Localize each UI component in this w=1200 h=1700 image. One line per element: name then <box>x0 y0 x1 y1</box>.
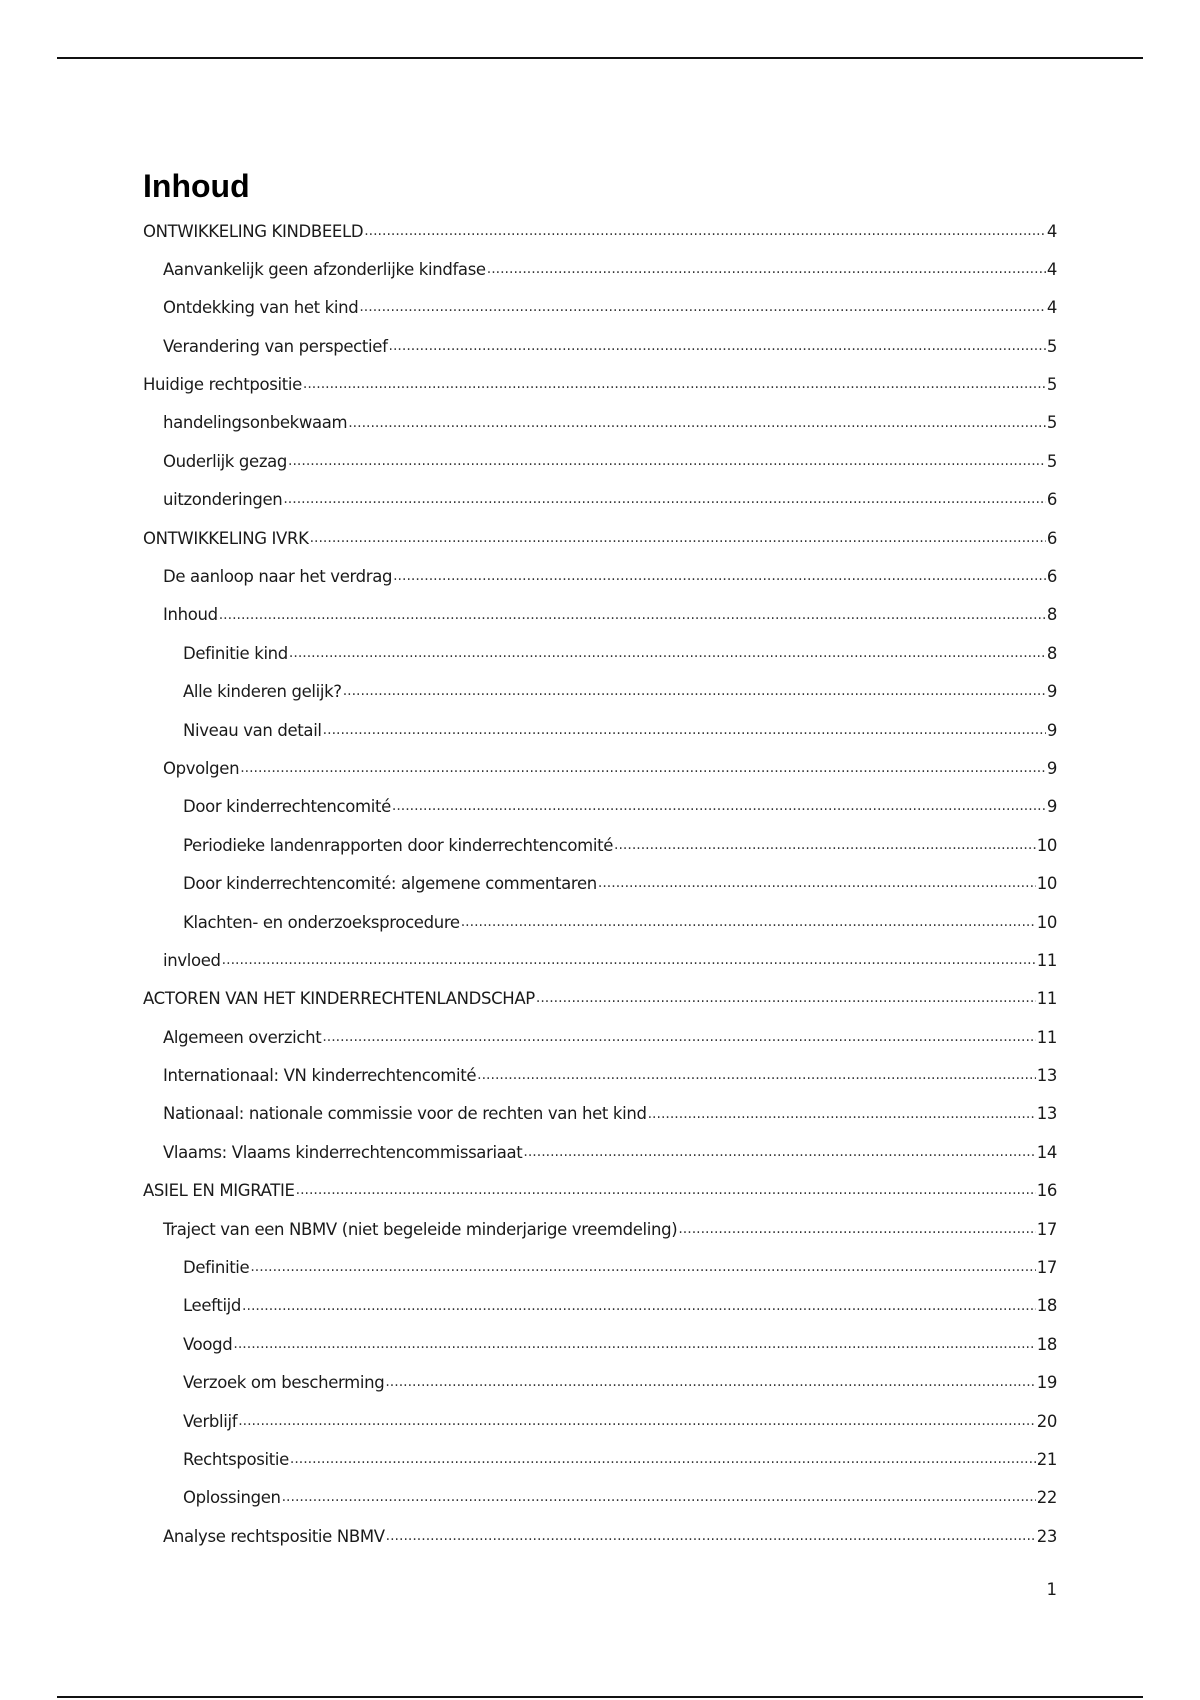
toc-dot-leader <box>536 988 1036 1005</box>
toc-entry-page-number: 5 <box>1046 375 1057 395</box>
toc-entry-title: invloed <box>163 950 221 970</box>
toc-entry-title: Huidige rechtpositie <box>143 375 302 395</box>
toc-dot-leader <box>364 220 1046 237</box>
toc-entry[interactable] <box>143 1410 1057 1448</box>
toc-entry-title: Inhoud <box>163 605 218 625</box>
toc-entry-title: Algemeen overzicht <box>163 1027 322 1047</box>
toc-entry-page-number: 10 <box>1036 874 1057 894</box>
toc-entry-title: Voogd <box>183 1334 233 1354</box>
toc-entry-title: De aanloop naar het verdrag <box>163 567 393 587</box>
toc-entry-title: Periodieke landenrapporten door kinderrechtencomité <box>183 835 614 855</box>
page-number: 1 <box>1046 1580 1057 1599</box>
toc-entry-title: Aanvankelijk geen afzonderlijke kindfase <box>163 259 486 279</box>
toc-entry-title: Ouderlijk gezag <box>163 451 288 471</box>
toc-entry-page-number: 21 <box>1036 1450 1057 1469</box>
toc-entry[interactable] <box>143 1103 1057 1141</box>
toc-dot-leader <box>322 1026 1035 1043</box>
toc-entry[interactable] <box>143 489 1057 527</box>
toc-entry-page-number: 17 <box>1036 1219 1057 1239</box>
toc-entry[interactable] <box>143 297 1057 335</box>
toc-entry[interactable] <box>143 1180 1057 1218</box>
toc-entry[interactable] <box>143 911 1057 949</box>
toc-dot-leader <box>250 1257 1035 1274</box>
toc-entry-page-number: 6 <box>1046 528 1057 548</box>
toc-entry-title: Definitie kind <box>183 643 288 663</box>
toc-entry-page-number: 14 <box>1036 1142 1057 1162</box>
toc-dot-leader <box>598 873 1036 890</box>
toc-entry-page-number: 10 <box>1036 912 1057 932</box>
toc-entry[interactable] <box>143 757 1057 795</box>
toc-entry-title: Nationaal: nationale commissie voor de rechten van het kind <box>163 1104 647 1124</box>
toc-dot-leader <box>648 1103 1036 1120</box>
toc-entry-page-number: 19 <box>1036 1373 1057 1393</box>
toc-entry-page-number: 13 <box>1036 1104 1057 1124</box>
toc-dot-leader <box>523 1141 1035 1158</box>
toc-entry[interactable] <box>143 834 1057 872</box>
toc-entry[interactable] <box>143 1257 1057 1295</box>
toc-entry[interactable] <box>143 566 1057 604</box>
toc-dot-leader <box>385 1372 1035 1389</box>
toc-entry[interactable] <box>143 450 1057 488</box>
toc-dot-leader <box>290 1449 1036 1466</box>
toc-entry-page-number: 23 <box>1036 1526 1057 1546</box>
toc-entry-page-number: 9 <box>1046 682 1057 702</box>
toc-entry-title: Verblijf <box>183 1411 238 1431</box>
toc-entry[interactable] <box>143 1026 1057 1064</box>
toc-dot-leader <box>282 1487 1036 1504</box>
toc-entry-title: Door kinderrechtencomité: algemene commentaren <box>183 874 597 894</box>
toc-entry-page-number: 4 <box>1046 259 1057 279</box>
footer-rule <box>57 1696 1143 1698</box>
toc-entry-page-number: 9 <box>1046 720 1057 740</box>
toc-entry[interactable] <box>143 988 1057 1026</box>
toc-entry-title: Alle kinderen gelijk? <box>183 682 342 702</box>
toc-dot-leader <box>323 719 1046 736</box>
toc-entry-page-number: 20 <box>1036 1411 1057 1431</box>
toc-dot-leader <box>288 450 1046 467</box>
toc-dot-leader <box>219 604 1046 621</box>
toc-entry-page-number: 6 <box>1046 490 1057 510</box>
toc-entry-page-number: 11 <box>1036 1027 1057 1047</box>
toc-dot-leader <box>386 1525 1036 1542</box>
toc-entry[interactable] <box>143 949 1057 987</box>
toc-entry[interactable] <box>143 335 1057 373</box>
toc-entry-page-number: 9 <box>1046 797 1057 817</box>
toc-entry-page-number: 4 <box>1046 221 1057 241</box>
toc-dot-leader <box>296 1180 1036 1197</box>
toc-list <box>143 220 1057 1564</box>
toc-dot-leader <box>487 258 1046 275</box>
toc-entry-title: ONTWIKKELING KINDBEELD <box>143 221 364 241</box>
toc-dot-leader <box>614 834 1036 851</box>
toc-entry-page-number: 22 <box>1036 1488 1057 1508</box>
toc-entry-page-number: 8 <box>1046 643 1057 663</box>
toc-dot-leader <box>240 757 1046 774</box>
toc-dot-leader <box>348 412 1046 429</box>
toc-entry-title: Verzoek om bescherming <box>183 1373 385 1393</box>
toc-container <box>143 160 1057 1564</box>
toc-entry-page-number: 4 <box>1046 298 1057 318</box>
toc-dot-leader <box>678 1218 1035 1235</box>
toc-entry-title: Analyse rechtspositie NBMV <box>163 1526 385 1546</box>
toc-dot-leader <box>310 527 1046 544</box>
toc-entry[interactable] <box>143 1065 1057 1103</box>
toc-entry-title: handelingsonbekwaam <box>163 413 348 433</box>
toc-entry-page-number: 5 <box>1046 413 1057 433</box>
toc-entry-page-number: 10 <box>1036 835 1057 855</box>
toc-entry-page-number: 17 <box>1036 1258 1057 1278</box>
toc-entry-title: Definitie <box>183 1258 250 1278</box>
toc-entry[interactable] <box>143 719 1057 757</box>
toc-entry[interactable] <box>143 1218 1057 1256</box>
toc-entry-title: Door kinderrechtencomité <box>183 797 391 817</box>
toc-entry-title: ACTOREN VAN HET KINDERRECHTENLANDSCHAP <box>143 989 535 1009</box>
toc-entry-title: Verandering van perspectief <box>163 336 388 356</box>
toc-entry[interactable] <box>143 412 1057 450</box>
toc-entry-title: Klachten- en onderzoeksprocedure <box>183 912 460 932</box>
toc-entry-title: ONTWIKKELING IVRK <box>143 528 309 548</box>
toc-entry-page-number: 18 <box>1036 1296 1057 1316</box>
toc-entry-title: Internationaal: VN kinderrechtencomité <box>163 1066 477 1086</box>
toc-entry[interactable] <box>143 796 1057 834</box>
toc-dot-leader <box>242 1295 1036 1312</box>
toc-dot-leader <box>343 681 1046 698</box>
toc-entry[interactable] <box>143 1525 1057 1563</box>
header-rule <box>57 57 1143 59</box>
toc-dot-leader <box>289 642 1046 659</box>
toc-dot-leader <box>303 374 1046 391</box>
toc-entry[interactable] <box>143 642 1057 680</box>
toc-entry-page-number: 5 <box>1046 451 1057 471</box>
toc-entry-page-number: 18 <box>1036 1334 1057 1354</box>
toc-entry-title: Ontdekking van het kind <box>163 298 359 318</box>
toc-entry-page-number: 6 <box>1046 567 1057 587</box>
toc-entry[interactable] <box>143 1333 1057 1371</box>
toc-entry-title: Vlaams: Vlaams kinderrechtencommissariaat <box>163 1142 523 1162</box>
toc-entry[interactable] <box>143 1487 1057 1525</box>
toc-entry-title: uitzonderingen <box>163 490 283 510</box>
toc-entry[interactable] <box>143 374 1057 412</box>
toc-entry-page-number: 11 <box>1036 989 1057 1009</box>
toc-dot-leader <box>392 796 1046 813</box>
toc-entry-title: Traject van een NBMV (niet begeleide minderjarige vreemdeling) <box>163 1219 678 1239</box>
toc-dot-leader <box>477 1065 1036 1082</box>
toc-entry[interactable] <box>143 1295 1057 1333</box>
toc-entry-title: Opvolgen <box>163 758 240 778</box>
toc-dot-leader <box>222 949 1036 966</box>
toc-dot-leader <box>359 297 1046 314</box>
toc-entry[interactable] <box>143 220 1057 258</box>
toc-dot-leader <box>233 1333 1035 1350</box>
toc-entry-page-number: 8 <box>1046 605 1057 625</box>
toc-entry-page-number: 9 <box>1046 758 1057 778</box>
toc-entry-page-number: 13 <box>1036 1066 1057 1086</box>
toc-heading: Inhoud <box>143 168 250 204</box>
toc-dot-leader <box>283 489 1045 506</box>
toc-entry-title: Leeftijd <box>183 1296 242 1316</box>
toc-entry-title: Niveau van detail <box>183 720 322 740</box>
toc-dot-leader <box>238 1410 1036 1427</box>
toc-entry[interactable] <box>143 681 1057 719</box>
toc-dot-leader <box>389 335 1046 352</box>
toc-dot-leader <box>461 911 1036 928</box>
toc-entry[interactable] <box>143 527 1057 565</box>
toc-entry-page-number: 11 <box>1036 950 1057 970</box>
toc-entry-title: ASIEL EN MIGRATIE <box>143 1181 295 1201</box>
toc-entry[interactable] <box>143 873 1057 911</box>
toc-dot-leader <box>393 566 1046 583</box>
toc-entry[interactable] <box>143 1449 1057 1487</box>
toc-entry-page-number: 5 <box>1046 336 1057 356</box>
toc-entry[interactable] <box>143 604 1057 642</box>
toc-entry[interactable] <box>143 1372 1057 1410</box>
toc-entry-title: Oplossingen <box>183 1488 281 1508</box>
toc-entry-page-number: 16 <box>1036 1181 1057 1201</box>
toc-entry[interactable] <box>143 1141 1057 1179</box>
toc-entry-title: Rechtspositie <box>183 1450 289 1469</box>
toc-entry[interactable] <box>143 258 1057 296</box>
